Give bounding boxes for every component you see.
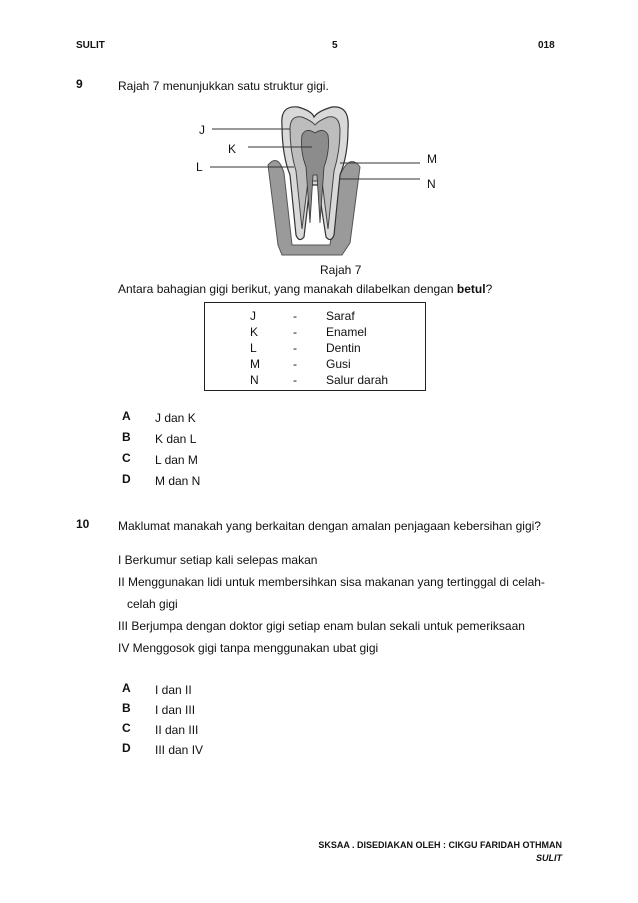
q9-option-text[interactable]: K dan L — [155, 432, 197, 446]
q10-option-letter[interactable]: B — [122, 701, 131, 715]
q10-option-text[interactable]: II dan III — [155, 723, 199, 737]
q9-option-text[interactable]: L dan M — [155, 453, 198, 467]
q9-option-letter[interactable]: C — [122, 451, 131, 465]
question-9-prompt-end: ? — [485, 282, 493, 296]
legend-key: L — [250, 341, 257, 355]
question-9-prompt-bold: betul — [456, 282, 486, 296]
statement-iv: IV Menggosok gigi tanpa menggunakan ubat gigi — [118, 641, 379, 655]
legend-key: M — [250, 357, 260, 371]
statement-ii-continued: celah gigi — [127, 597, 178, 611]
legend-key: J — [250, 309, 256, 323]
legend-dash: - — [293, 341, 297, 355]
diagram-label-l: L — [196, 160, 203, 174]
legend-dash: - — [293, 309, 297, 323]
q10-option-letter[interactable]: C — [122, 721, 131, 735]
q9-option-letter[interactable]: D — [122, 472, 131, 486]
question-9-intro: Rajah 7 menunjukkan satu struktur gigi. — [118, 79, 329, 93]
legend-value: Enamel — [326, 325, 367, 339]
legend-key: K — [250, 325, 259, 339]
diagram-label-m: M — [427, 152, 437, 166]
legend-box — [204, 302, 426, 391]
question-9-prompt — [118, 282, 492, 296]
legend-value: Gusi — [326, 357, 351, 371]
q10-option-letter[interactable]: D — [122, 741, 131, 755]
diagram-label-n: N — [427, 177, 436, 191]
legend-dash: - — [293, 357, 297, 371]
q10-option-text[interactable]: I dan III — [155, 703, 196, 717]
legend-dash: - — [293, 373, 297, 387]
question-10-number: 10 — [76, 517, 90, 531]
q9-option-letter[interactable]: A — [122, 409, 131, 423]
diagram-label-j: J — [199, 123, 205, 137]
q10-option-text[interactable]: III dan IV — [155, 743, 204, 757]
paper-code: 018 — [538, 40, 555, 51]
figure-caption: Rajah 7 — [320, 263, 362, 277]
question-9-prompt-text: Antara bahagian gigi berikut, yang manakah dilabelkan dengan — [118, 282, 457, 296]
legend-value: Dentin — [326, 341, 361, 355]
statement-iii: III Berjumpa dengan doktor gigi setiap enam bulan sekali untuk pemeriksaan — [118, 619, 525, 633]
header-sulit: SULIT — [76, 40, 105, 51]
statement-i: I Berkumur setiap kali selepas makan — [118, 553, 318, 567]
tooth-diagram — [190, 95, 450, 275]
legend-value: Saraf — [326, 309, 355, 323]
footer-sulit: SULIT — [536, 853, 562, 863]
q9-option-text[interactable]: J dan K — [155, 411, 196, 425]
q10-option-letter[interactable]: A — [122, 681, 131, 695]
diagram-label-k: K — [228, 142, 237, 156]
legend-value: Salur darah — [326, 373, 389, 387]
q10-option-text[interactable]: I dan II — [155, 683, 192, 697]
q9-option-letter[interactable]: B — [122, 430, 131, 444]
question-9-number: 9 — [76, 77, 83, 91]
page-number: 5 — [332, 40, 338, 51]
q9-option-text[interactable]: M dan N — [155, 474, 201, 488]
statement-ii: II Menggunakan lidi untuk membersihkan sisa makanan yang tertinggal di celah- — [118, 575, 545, 589]
legend-dash: - — [293, 325, 297, 339]
question-10-prompt: Maklumat manakah yang berkaitan dengan amalan penjagaan kebersihan gigi? — [118, 519, 541, 533]
legend-key: N — [250, 373, 259, 387]
footer-credit: SKSAA . DISEDIAKAN OLEH : CIKGU FARIDAH OTHMAN — [318, 840, 562, 850]
